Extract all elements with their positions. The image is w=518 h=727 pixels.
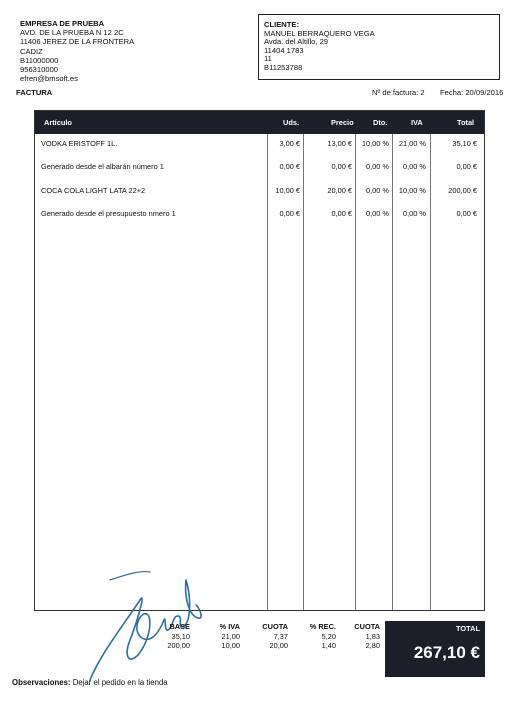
cell-article: VODKA ERISTOFF 1L. bbox=[41, 139, 118, 148]
table-row bbox=[35, 139, 484, 151]
header-vat: IVA bbox=[411, 118, 423, 127]
cell-price: 0,00 € bbox=[331, 162, 352, 171]
company-cif: B11000000 bbox=[20, 55, 59, 65]
total-label: TOTAL bbox=[456, 624, 480, 633]
column-divider bbox=[392, 134, 393, 610]
tax-value: 7,37 bbox=[273, 631, 288, 641]
client-name: MANUEL BERRAQUERO VEGA bbox=[264, 28, 375, 38]
cell-vat: 10,00 % bbox=[398, 186, 426, 195]
client-box bbox=[258, 14, 500, 80]
tax-col-quota bbox=[252, 622, 288, 651]
cell-vat: 0,00 % bbox=[402, 209, 426, 218]
observations-label: Observaciones: bbox=[12, 678, 71, 687]
table-row bbox=[35, 209, 484, 221]
column-divider bbox=[430, 134, 431, 610]
column-divider bbox=[267, 134, 268, 610]
header-total: Total bbox=[457, 118, 475, 127]
tax-value: 5,20 bbox=[321, 631, 336, 641]
cell-total: 0,00 € bbox=[456, 209, 477, 218]
tax-header-base: BASE bbox=[169, 622, 190, 631]
cell-article: Generado desde el presupuesto nmero 1 bbox=[41, 209, 176, 218]
cell-discount: 0,00 % bbox=[365, 209, 389, 218]
observations-text: Dejar el pedido en la tienda bbox=[72, 678, 168, 687]
company-name: EMPRESA DE PRUEBA bbox=[20, 19, 105, 28]
cell-discount: 0,00 % bbox=[365, 186, 389, 195]
cell-vat: 0,00 % bbox=[402, 162, 426, 171]
tax-header-rec-quota: CUOTA bbox=[354, 622, 380, 631]
cell-total: 0,00 € bbox=[456, 162, 477, 171]
table-row bbox=[35, 162, 484, 174]
company-info bbox=[20, 19, 134, 83]
cell-units: 10,00 € bbox=[275, 186, 300, 195]
cell-units: 0,00 € bbox=[279, 209, 300, 218]
tax-header-quota: CUOTA bbox=[262, 622, 288, 631]
tax-value: 21,00 bbox=[221, 631, 240, 641]
cell-units: 0,00 € bbox=[279, 162, 300, 171]
invoice-number: Nº de factura: 2 bbox=[372, 88, 425, 97]
table-row bbox=[35, 186, 484, 198]
column-divider bbox=[303, 134, 304, 610]
cell-article: COCA COLA LIGHT LATA 22+2 bbox=[41, 186, 146, 195]
header-price: Precio bbox=[331, 118, 354, 127]
tax-value: 1,83 bbox=[365, 631, 380, 641]
client-cif: B11253788 bbox=[264, 62, 303, 72]
tax-header-vat: % IVA bbox=[219, 622, 240, 631]
tax-value: 2,80 bbox=[365, 641, 380, 650]
cell-total: 200,00 € bbox=[448, 186, 477, 195]
tax-col-rec-quota bbox=[344, 622, 380, 651]
client-code: 11 bbox=[264, 54, 272, 64]
tax-value: 200,00 bbox=[167, 641, 190, 650]
company-address: AVD. DE LA PRUEBA N 12 2C bbox=[20, 28, 124, 38]
company-province: CADIZ bbox=[20, 46, 43, 56]
cell-price: 13,00 € bbox=[327, 139, 352, 148]
cell-discount: 0,00 % bbox=[365, 162, 389, 171]
header-units: Uds. bbox=[283, 118, 300, 127]
cell-vat: 21,00 % bbox=[398, 139, 426, 148]
tax-col-rec bbox=[300, 622, 336, 651]
tax-value: 1,40 bbox=[321, 641, 336, 650]
tax-value: 10,00 bbox=[221, 641, 240, 650]
invoice-date: Fecha: 20/09/2016 bbox=[440, 88, 504, 97]
tax-value: 20,00 bbox=[269, 641, 288, 650]
tax-col-vat bbox=[204, 622, 240, 651]
client-address: Avda. del Altillo, 29 bbox=[264, 37, 329, 47]
total-value: 267,10 € bbox=[413, 643, 480, 662]
column-divider bbox=[355, 134, 356, 610]
tax-col-base bbox=[160, 622, 190, 651]
cell-units: 3,00 € bbox=[279, 139, 300, 148]
header-discount: Dto. bbox=[373, 118, 388, 127]
table-header bbox=[35, 111, 484, 134]
client-label: CLIENTE: bbox=[264, 20, 300, 29]
total-box bbox=[385, 621, 485, 677]
cell-discount: 10,00 % bbox=[361, 139, 389, 148]
cell-price: 20,00 € bbox=[327, 186, 352, 195]
signature-image bbox=[80, 560, 210, 690]
cell-article: Generado desde el albarán número 1 bbox=[41, 162, 164, 171]
company-city: 11406 JEREZ DE LA FRONTERA bbox=[20, 37, 135, 47]
document-title: FACTURA bbox=[16, 88, 53, 97]
company-phone: 956310000 bbox=[20, 65, 59, 75]
company-email: efren@bmsoft.es bbox=[20, 74, 78, 84]
cell-price: 0,00 € bbox=[331, 209, 352, 218]
observations bbox=[12, 678, 168, 687]
tax-value: 35,10 bbox=[171, 631, 190, 641]
header-article: Artículo bbox=[44, 118, 72, 127]
tax-header-rec: % REC. bbox=[309, 622, 336, 631]
items-table bbox=[34, 110, 485, 611]
client-city: 11404 1783 bbox=[264, 45, 304, 55]
cell-total: 35,10 € bbox=[452, 139, 477, 148]
